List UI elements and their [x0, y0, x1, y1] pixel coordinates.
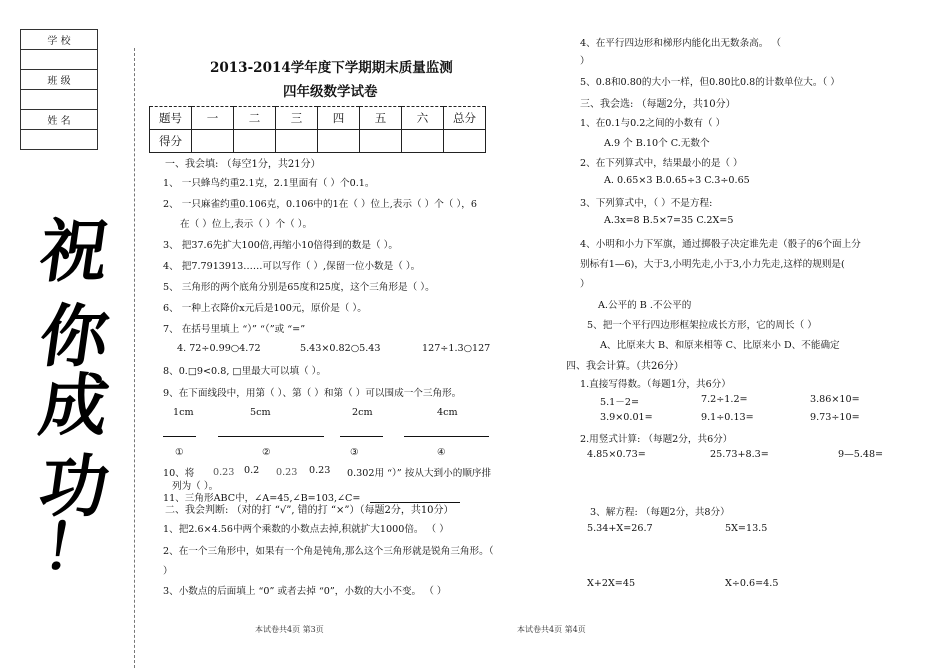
- repeating-decimal-1: 0.23: [213, 467, 235, 478]
- vertical-calc-item: 9—5.48=: [838, 449, 884, 460]
- judge-2-cont: ）: [163, 566, 173, 577]
- vertical-calc-item: 25.73+8.3=: [710, 449, 769, 460]
- score-header: 二: [234, 107, 276, 130]
- repeating-decimal-3: 0.23: [276, 467, 298, 478]
- segment-number: ②: [262, 447, 271, 458]
- score-cell[interactable]: [402, 130, 444, 153]
- judge-4-cont: ）: [580, 56, 590, 67]
- score-cell[interactable]: [234, 130, 276, 153]
- class-label: 班 级: [21, 70, 98, 90]
- compare-a: 4. 72÷0.99○4.72: [177, 343, 261, 354]
- question-1-3: 3、 把37.6先扩大100倍,再缩小10倍得到的数是（ ）。: [163, 240, 399, 251]
- question-1-9: 9、在下面线段中，用第（ ）、第（ ）和第（ ）可以围成一个三角形。: [163, 388, 462, 399]
- choice-5: 5、把一个平行四边形框架拉成长方形，它的周长（ ）: [587, 320, 817, 331]
- score-header: 五: [360, 107, 402, 130]
- question-1-6: 6、 一种上衣降价x元后是100元，原价是（ ）。: [163, 303, 367, 314]
- calc-item: 3.9×0.01=: [600, 412, 653, 423]
- name-field[interactable]: [21, 130, 98, 150]
- choice-4: 4、小明和小力下军旗，通过掷骰子决定谁先走（骰子的6个面上分: [580, 239, 861, 250]
- segment-label: 5cm: [250, 407, 271, 418]
- score-cell[interactable]: [318, 130, 360, 153]
- question-1-5: 5、 三角形的两个底角分别是65度和25度，这个三角形是（ ）。: [163, 282, 435, 293]
- calc-item: 7.2÷1.2=: [701, 394, 748, 405]
- class-field[interactable]: [21, 90, 98, 110]
- segment-label: 2cm: [352, 407, 373, 418]
- score-header: 总分: [444, 107, 486, 130]
- choice-3: 3、下列算式中，（ ）不是方程:: [580, 198, 713, 209]
- choice-4-cont2: ）: [580, 279, 590, 290]
- decimal-4: 0.23: [309, 465, 331, 476]
- question-1-11: 11、三角形ABC中，∠A=45,∠B=103,∠C=: [163, 493, 361, 504]
- choice-1-options: A.9 个 B.10个 C.无数个: [604, 138, 710, 149]
- score-cell[interactable]: [360, 130, 402, 153]
- choice-4-cont: 别标有1—6)，大于3,小明先走,小于3,小力先走,这样的规则是(: [580, 259, 845, 270]
- equation-item: 5.34+X=26.7: [587, 523, 653, 534]
- segment-label: 4cm: [437, 407, 458, 418]
- judge-5: 5、0.8和0.80的大小一样，但0.80比0.8的计数单位大。（ ）: [580, 77, 840, 88]
- calc-item: 9.73÷10=: [810, 412, 860, 423]
- question-1-7: 7、 在括号里填上 “）” “（”或 “=”: [163, 324, 306, 335]
- banner-char-4: 功: [34, 447, 114, 527]
- score-row-label: 得分: [150, 130, 192, 153]
- segment-number: ④: [437, 447, 446, 458]
- score-header: 六: [402, 107, 444, 130]
- calc-1-heading: 1.直接写得数。（每题1分，共6分）: [580, 379, 731, 390]
- segment-label: 1cm: [173, 407, 194, 418]
- name-label: 姓 名: [21, 110, 98, 130]
- school-field[interactable]: [21, 50, 98, 70]
- question-1-2-cont: 在（ ）位上,表示（ ）个（ ）。: [180, 219, 313, 230]
- question-1-10-tail: 0.302用 “）” 按从大到小的顺序排: [347, 468, 492, 479]
- choice-3-options: A.3x=8 B.5×7=35 C.2X=5: [604, 215, 734, 226]
- calc-item: 3.86×10=: [810, 394, 860, 405]
- calc-item: 5.1－2=: [600, 397, 639, 408]
- score-cell[interactable]: [276, 130, 318, 153]
- equation-item: X+2X=45: [587, 578, 636, 589]
- question-1-10: 10、将: [163, 468, 195, 479]
- judge-4: 4、在平行四边形和梯形内能化出无数条高。 （: [580, 38, 782, 49]
- question-1-2: 2、 一只麻雀约重0.106克，0.106中的1在（ ）位上,表示（ ）个（ ），6: [163, 199, 477, 210]
- section-2-heading: 二、我会判断: （对的打 “√”, 错的打 “×”）（每题2分，共10分）: [165, 505, 454, 516]
- choice-1: 1、在0.1与0.2之间的小数有（ ）: [580, 118, 726, 129]
- banner-char-1: 祝: [34, 212, 114, 292]
- calc-item: 9.1÷0.13=: [701, 412, 754, 423]
- score-cell[interactable]: [444, 130, 486, 153]
- segment-line-1: [163, 436, 196, 437]
- equation-item: X÷0.6=4.5: [725, 578, 779, 589]
- compare-b: 5.43×0.82○5.43: [300, 343, 381, 354]
- question-1-8: 8、0.□9<0.8, □里最大可以填（ ）。: [163, 366, 327, 377]
- equation-item: 5X=13.5: [725, 523, 768, 534]
- question-1-10-cont: 列为（ ）。: [172, 481, 219, 492]
- page-footer-left: 本试卷共4页 第3页: [255, 625, 324, 634]
- judge-1: 1、把2.6×4.56中两个乘数的小数点去掉,积就扩大1000倍。 （ ）: [163, 524, 449, 535]
- school-label: 学 校: [21, 30, 98, 50]
- score-header: 三: [276, 107, 318, 130]
- student-info-table: [20, 29, 98, 150]
- exam-title: 2013-2014学年度下学期期末质量监测: [210, 60, 453, 76]
- banner-char-5: ！: [38, 511, 111, 584]
- calc-2-heading: 2.用竖式计算: （每题2分，共6分）: [580, 434, 733, 445]
- page-footer-right: 本试卷共4页 第4页: [517, 625, 586, 634]
- score-header: 四: [318, 107, 360, 130]
- choice-2: 2、在下列算式中，结果最小的是（ ）: [580, 158, 743, 169]
- question-1-1: 1、 一只蜂鸟约重2.1克，2.1里面有（ ）个0.1。: [163, 178, 375, 189]
- question-1-4: 4、 把7.7913913……可以写作（ ）,保留一位小数是（ ）。: [163, 261, 421, 272]
- section-3-heading: 三、我会选: （每题2分，共10分）: [580, 99, 736, 110]
- section-4-heading: 四、我会计算。（共26分）: [566, 361, 684, 372]
- score-cell[interactable]: [192, 130, 234, 153]
- judge-2: 2、在一个三角形中，如果有一个角是钝角,那么这个三角形就是锐角三角形。（: [163, 546, 494, 557]
- segment-number: ①: [175, 447, 184, 458]
- decimal-2: 0.2: [244, 465, 260, 476]
- score-table: [149, 106, 486, 153]
- segment-line-3: [340, 436, 383, 437]
- choice-2-options: A. 0.65×3 B.0.65÷3 C.3÷0.65: [604, 175, 750, 186]
- segment-line-2: [218, 436, 324, 437]
- score-header: 题号: [150, 107, 192, 130]
- choice-4-options: A.公平的 B .不公平的: [598, 300, 692, 311]
- section-1-heading: 一、我会填: （每空1分，共21分）: [165, 159, 321, 170]
- banner-char-2: 你: [34, 297, 114, 377]
- judge-3: 3、小数点的后面填上 “0” 或者去掉 “0”，小数的大小不变。 （ ）: [163, 586, 447, 597]
- equation-heading: 3、解方程: （每题2分，共8分）: [590, 507, 730, 518]
- vertical-calc-item: 4.85×0.73=: [587, 449, 646, 460]
- segment-number: ③: [350, 447, 359, 458]
- exam-subtitle: 四年级数学试卷: [283, 84, 378, 100]
- segment-line-4: [404, 436, 489, 437]
- score-header: 一: [192, 107, 234, 130]
- choice-5-options: A、比原来大 B、和原来相等 C、比原来小 D、不能确定: [600, 340, 840, 351]
- banner-char-3: 成: [34, 366, 114, 446]
- compare-c: 127÷1.3○127: [422, 343, 491, 354]
